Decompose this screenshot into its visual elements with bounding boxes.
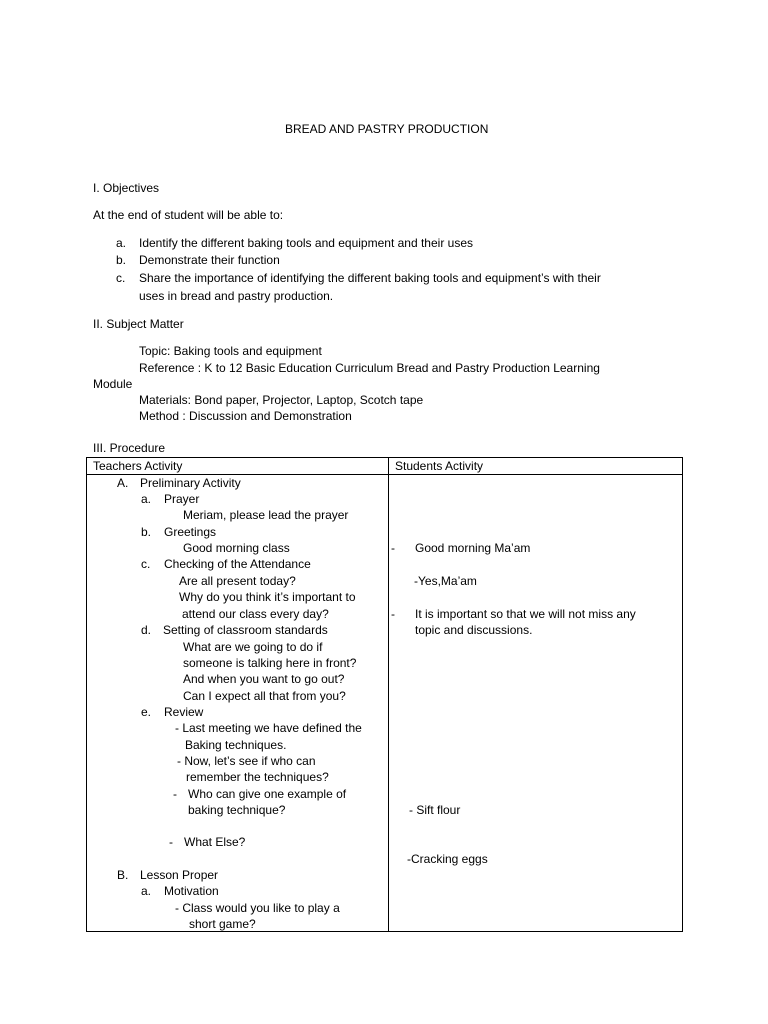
subject-reference-line2: Module xyxy=(93,377,133,391)
teacher-column-header-cell xyxy=(87,458,389,475)
review-label: Review xyxy=(164,705,204,719)
subject-method: Method : Discussion and Demonstration xyxy=(139,409,352,423)
objectives-intro: At the end of student will be able to: xyxy=(93,208,284,222)
item-marker-motivation: a. xyxy=(141,884,152,898)
standards-text-1: What are we going to do if xyxy=(183,640,323,654)
item-marker-prayer: a. xyxy=(141,492,152,506)
subject-topic: Topic: Baking tools and equipment xyxy=(139,344,322,358)
review-text-1: - Last meeting we have defined the xyxy=(175,721,362,735)
review-text-5: Who can give one example of xyxy=(188,787,347,801)
objective-marker-b: b. xyxy=(116,253,127,267)
subject-reference-line1: Reference : K to 12 Basic Education Curriculum Bread and Pastry Production Learning xyxy=(139,361,600,375)
teacher-activity-cell xyxy=(87,475,389,932)
objective-item-b: Demonstrate their function xyxy=(139,253,280,267)
review-text-4: remember the techniques? xyxy=(186,770,329,784)
item-marker-attendance: c. xyxy=(141,557,151,571)
review-dash-1: - xyxy=(173,787,177,801)
preliminary-activity-label: Preliminary Activity xyxy=(140,476,241,490)
standards-text-2: someone is talking here in front? xyxy=(183,656,357,670)
procedure-heading: III. Procedure xyxy=(93,441,166,455)
prayer-text: Meriam, please lead the prayer xyxy=(183,508,349,522)
attendance-text-3: attend our class every day? xyxy=(182,607,329,621)
review-dash-2: - xyxy=(169,835,173,849)
review-text-6: baking technique? xyxy=(188,803,286,817)
student-column-header: Students Activity xyxy=(395,459,484,473)
greetings-text: Good morning class xyxy=(183,541,290,555)
subject-matter-heading: II. Subject Matter xyxy=(93,317,184,331)
item-marker-standards: d. xyxy=(141,623,152,637)
greetings-label: Greetings xyxy=(164,525,217,539)
section-marker-a: A. xyxy=(117,476,129,490)
review-text-2: Baking techniques. xyxy=(185,738,287,752)
motivation-text-2: short game? xyxy=(189,917,256,931)
student-activity-cell xyxy=(389,475,683,932)
objective-marker-c: c. xyxy=(116,271,126,285)
lesson-proper-label: Lesson Proper xyxy=(140,868,219,882)
standards-text-3: And when you want to go out? xyxy=(183,672,345,686)
objective-marker-a: a. xyxy=(116,236,127,250)
standards-label: Setting of classroom standards xyxy=(163,623,328,637)
student-dash-1: - xyxy=(391,541,395,555)
attendance-text-2: Why do you think it’s important to xyxy=(179,590,356,604)
procedure-table xyxy=(86,457,683,932)
motivation-label: Motivation xyxy=(164,884,219,898)
subject-materials: Materials: Bond paper, Projector, Laptop, Scotch tape xyxy=(139,393,424,407)
attendance-text-1: Are all present today? xyxy=(179,574,296,588)
procedure-table-header-row xyxy=(87,458,683,475)
student-dash-2: - xyxy=(391,607,395,621)
student-response-3-line2: topic and discussions. xyxy=(415,623,533,637)
procedure-table-body-row xyxy=(87,475,683,932)
review-text-3: - Now, let’s see if who can xyxy=(177,754,316,768)
student-response-5: -Cracking eggs xyxy=(407,852,488,866)
item-marker-review: e. xyxy=(141,705,152,719)
review-text-7: What Else? xyxy=(184,835,246,849)
document-title: BREAD AND PASTRY PRODUCTION xyxy=(285,122,489,136)
teacher-column-header: Teachers Activity xyxy=(93,459,183,473)
standards-text-4: Can I expect all that from you? xyxy=(183,689,346,703)
student-response-4: - Sift flour xyxy=(409,803,461,817)
attendance-label: Checking of the Attendance xyxy=(164,557,311,571)
student-response-3-line1: It is important so that we will not miss any xyxy=(415,607,636,621)
motivation-text-1: - Class would you like to play a xyxy=(175,901,340,915)
objective-item-c-line2: uses in bread and pastry production. xyxy=(139,289,334,303)
section-marker-b: B. xyxy=(117,868,129,882)
objectives-heading: I. Objectives xyxy=(93,181,160,195)
objective-item-c-line1: Share the importance of identifying the different baking tools and equipment’s with their xyxy=(139,271,601,285)
student-column-header-cell xyxy=(389,458,683,475)
objective-item-a: Identify the different baking tools and equipment and their uses xyxy=(139,236,474,250)
student-response-1: Good morning Ma’am xyxy=(415,541,531,555)
item-marker-greetings: b. xyxy=(141,525,152,539)
student-response-2: -Yes,Ma’am xyxy=(414,574,477,588)
prayer-label: Prayer xyxy=(164,492,200,506)
